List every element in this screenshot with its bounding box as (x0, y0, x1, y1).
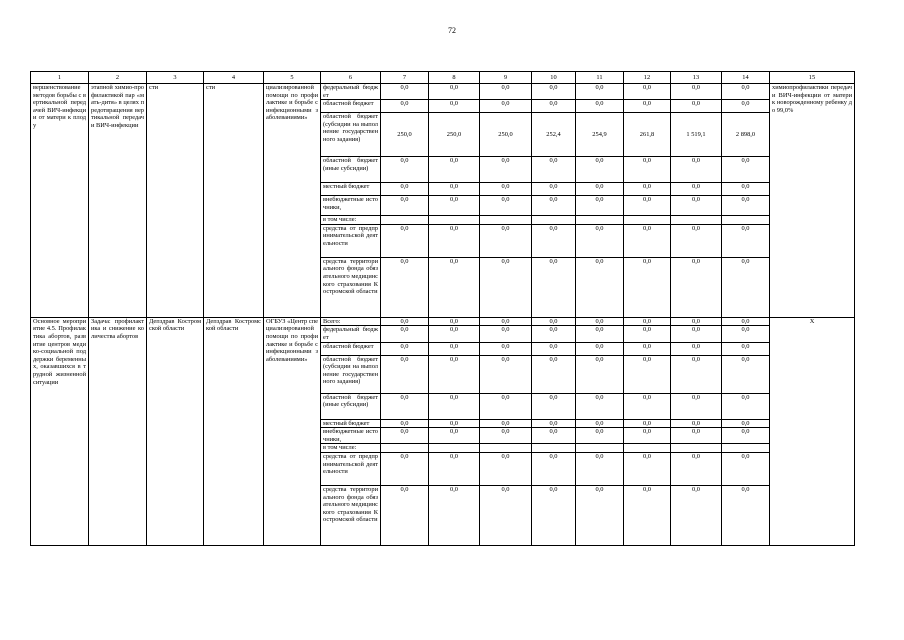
funding-source-cell: в том числе: (321, 216, 381, 225)
value-cell (671, 444, 722, 453)
description-cell-col4: Депздрав Костромской области (204, 317, 264, 545)
value-cell: 0,0 (381, 342, 429, 355)
value-cell: 0,0 (671, 419, 722, 428)
value-cell: 0,0 (576, 342, 624, 355)
value-cell: 0,0 (722, 224, 770, 257)
description-cell-col3: сти (147, 84, 204, 318)
value-cell: 0,0 (671, 355, 722, 393)
funding-source-cell: средства от предпринимательской деятельности (321, 452, 381, 485)
value-cell: 0,0 (671, 224, 722, 257)
value-cell: 0,0 (429, 183, 480, 196)
value-cell: 0,0 (381, 393, 429, 419)
value-cell: 0,0 (429, 84, 480, 100)
value-cell: 0,0 (722, 196, 770, 216)
value-cell: 0,0 (624, 196, 671, 216)
description-cell-col1: вершенствование методов борьбы с вертикальной передачей ВИЧ-инфекции от матери к плоду (31, 84, 89, 318)
value-cell: 0,0 (576, 326, 624, 342)
value-cell: 0,0 (429, 196, 480, 216)
value-cell: 0,0 (624, 257, 671, 317)
value-cell: 0,0 (576, 157, 624, 183)
value-cell (532, 444, 576, 453)
value-cell: 0,0 (576, 224, 624, 257)
value-cell: 0,0 (381, 157, 429, 183)
value-cell: 0,0 (671, 428, 722, 444)
description-cell-col5: ОГБУЗ «Центр специализированной помощи по профилактике и борьбе с инфекционными заболеваниями» (264, 317, 321, 545)
value-cell: 0,0 (429, 355, 480, 393)
value-cell: 0,0 (624, 224, 671, 257)
funding-source-cell: Всего: (321, 317, 381, 326)
value-cell: 0,0 (532, 257, 576, 317)
value-cell: 0,0 (480, 257, 532, 317)
funding-source-cell: внебюджетные источники, (321, 196, 381, 216)
value-cell: 0,0 (671, 317, 722, 326)
value-cell: 0,0 (381, 100, 429, 113)
value-cell: 0,0 (671, 196, 722, 216)
value-cell: 0,0 (722, 257, 770, 317)
value-cell: 2 898,0 (722, 113, 770, 157)
value-cell: 0,0 (624, 393, 671, 419)
value-cell: 0,0 (576, 84, 624, 100)
value-cell: 0,0 (532, 317, 576, 326)
funding-source-cell: местный бюджет (321, 183, 381, 196)
value-cell: 0,0 (624, 342, 671, 355)
funding-source-cell: областной бюджет (иные субсидии) (321, 393, 381, 419)
value-cell: 0,0 (429, 393, 480, 419)
column-header: 5 (264, 72, 321, 84)
funding-source-cell: внебюджетные источники, (321, 428, 381, 444)
description-cell-col3: Депздрав Костромской области (147, 317, 204, 545)
column-header: 6 (321, 72, 381, 84)
column-header: 7 (381, 72, 429, 84)
value-cell: 0,0 (671, 257, 722, 317)
funding-source-cell: областной бюджет (иные субсидии) (321, 157, 381, 183)
funding-source-cell: областной бюджет (субсидии на выполнение государственного задания) (321, 355, 381, 393)
column-header: 15 (770, 72, 855, 84)
column-header: 1 (31, 72, 89, 84)
description-cell-col1: Основное мероприятие 4.5. Профилактика абортов, развитие центров медико-социальной поддержки беременных, оказавшихся в трудной жизненной ситуации (31, 317, 89, 545)
value-cell (429, 216, 480, 225)
value-cell: 0,0 (722, 100, 770, 113)
value-cell: 0,0 (532, 485, 576, 545)
value-cell: 0,0 (576, 452, 624, 485)
value-cell: 0,0 (671, 183, 722, 196)
value-cell: 0,0 (722, 428, 770, 444)
value-cell: 0,0 (671, 393, 722, 419)
value-cell: 0,0 (429, 428, 480, 444)
table-row (31, 317, 855, 326)
column-header: 3 (147, 72, 204, 84)
value-cell: 0,0 (671, 485, 722, 545)
column-header: 11 (576, 72, 624, 84)
value-cell: 0,0 (381, 257, 429, 317)
value-cell: 0,0 (671, 100, 722, 113)
column-header: 2 (89, 72, 147, 84)
value-cell: 0,0 (480, 452, 532, 485)
value-cell: 0,0 (429, 157, 480, 183)
value-cell: 0,0 (576, 485, 624, 545)
funding-source-cell: федеральный бюджет (321, 326, 381, 342)
value-cell: 0,0 (480, 224, 532, 257)
value-cell: 0,0 (381, 485, 429, 545)
value-cell: 0,0 (624, 485, 671, 545)
column-header: 9 (480, 72, 532, 84)
value-cell: 0,0 (722, 393, 770, 419)
value-cell (671, 216, 722, 225)
value-cell: 0,0 (722, 355, 770, 393)
value-cell: 0,0 (624, 100, 671, 113)
description-cell-col5: циализированной помощи по профилактике и борьбе с инфекционными заболеваниями» (264, 84, 321, 318)
funding-source-cell: средства от предпринимательской деятельности (321, 224, 381, 257)
value-cell: 0,0 (480, 317, 532, 326)
value-cell: 0,0 (624, 428, 671, 444)
column-header: 10 (532, 72, 576, 84)
value-cell (480, 216, 532, 225)
description-cell-col2: этапной химио-профилактикой пар «мать-дитя» в целях предотвращения вертикальной передачи ВИЧ-инфекции (89, 84, 147, 318)
value-cell: 0,0 (480, 196, 532, 216)
value-cell: 0,0 (722, 485, 770, 545)
value-cell: 0,0 (480, 355, 532, 393)
value-cell: 0,0 (532, 196, 576, 216)
value-cell: 0,0 (429, 317, 480, 326)
value-cell: 0,0 (480, 157, 532, 183)
value-cell: 0,0 (480, 84, 532, 100)
value-cell: 0,0 (671, 342, 722, 355)
funding-source-cell: областной бюджет (321, 100, 381, 113)
value-cell: 0,0 (671, 326, 722, 342)
value-cell: 0,0 (576, 257, 624, 317)
value-cell: 0,0 (671, 84, 722, 100)
value-cell: 0,0 (429, 485, 480, 545)
value-cell: 0,0 (624, 452, 671, 485)
value-cell: 0,0 (624, 84, 671, 100)
value-cell: 0,0 (429, 452, 480, 485)
funding-source-cell: в том числе: (321, 444, 381, 453)
value-cell: 261,8 (624, 113, 671, 157)
value-cell: 0,0 (381, 84, 429, 100)
funding-source-cell: средства территориального фонда обязательного медицинского страхования Костромской области (321, 485, 381, 545)
value-cell: 0,0 (429, 419, 480, 428)
budget-table (30, 71, 855, 546)
page-number: 72 (448, 26, 456, 35)
value-cell: 0,0 (722, 183, 770, 196)
value-cell: 0,0 (576, 100, 624, 113)
value-cell: 250,0 (480, 113, 532, 157)
value-cell: 0,0 (381, 355, 429, 393)
value-cell: 0,0 (671, 452, 722, 485)
value-cell: 0,0 (624, 157, 671, 183)
value-cell: 0,0 (381, 196, 429, 216)
value-cell: 0,0 (429, 342, 480, 355)
value-cell: 0,0 (576, 419, 624, 428)
value-cell: 0,0 (671, 157, 722, 183)
column-header: 4 (204, 72, 264, 84)
value-cell: 0,0 (480, 342, 532, 355)
value-cell: 0,0 (532, 157, 576, 183)
value-cell: 0,0 (722, 419, 770, 428)
value-cell: 0,0 (722, 452, 770, 485)
value-cell: 0,0 (381, 183, 429, 196)
value-cell: 0,0 (429, 257, 480, 317)
value-cell: 0,0 (532, 224, 576, 257)
description-cell-col4: сти (204, 84, 264, 318)
value-cell: 0,0 (480, 428, 532, 444)
column-header: 13 (671, 72, 722, 84)
value-cell: 0,0 (381, 419, 429, 428)
value-cell: 0,0 (532, 428, 576, 444)
value-cell: 0,0 (381, 317, 429, 326)
value-cell: 0,0 (480, 326, 532, 342)
value-cell (624, 216, 671, 225)
table-row (31, 84, 855, 100)
value-cell: 0,0 (381, 452, 429, 485)
funding-source-cell: федеральный бюджет (321, 84, 381, 100)
value-cell (722, 444, 770, 453)
value-cell (480, 444, 532, 453)
value-cell (624, 444, 671, 453)
value-cell: 0,0 (624, 419, 671, 428)
value-cell: 0,0 (624, 326, 671, 342)
value-cell: 0,0 (429, 224, 480, 257)
value-cell (576, 216, 624, 225)
column-header: 12 (624, 72, 671, 84)
value-cell: 0,0 (722, 326, 770, 342)
value-cell (429, 444, 480, 453)
value-cell: 0,0 (532, 183, 576, 196)
funding-source-cell: местный бюджет (321, 419, 381, 428)
value-cell: 0,0 (624, 183, 671, 196)
value-cell: 0,0 (532, 393, 576, 419)
value-cell: 0,0 (532, 452, 576, 485)
value-cell: 0,0 (532, 100, 576, 113)
value-cell: 0,0 (532, 84, 576, 100)
value-cell: 252,4 (532, 113, 576, 157)
value-cell (532, 216, 576, 225)
value-cell: 0,0 (480, 100, 532, 113)
value-cell: 0,0 (429, 100, 480, 113)
value-cell: 0,0 (480, 485, 532, 545)
value-cell: 0,0 (429, 326, 480, 342)
value-cell: 0,0 (624, 355, 671, 393)
value-cell (576, 444, 624, 453)
value-cell: 250,0 (381, 113, 429, 157)
description-cell-col2: Задача: профилактика и снижение количества абортов (89, 317, 147, 545)
value-cell: 0,0 (381, 326, 429, 342)
value-cell: 0,0 (576, 355, 624, 393)
value-cell: 0,0 (722, 157, 770, 183)
value-cell (381, 444, 429, 453)
value-cell: 0,0 (480, 393, 532, 419)
header-row (31, 72, 855, 84)
value-cell: 0,0 (576, 393, 624, 419)
funding-source-cell: областной бюджет (субсидии на выполнение государственного задания) (321, 113, 381, 157)
column-header: 14 (722, 72, 770, 84)
value-cell: 0,0 (480, 183, 532, 196)
value-cell: 0,0 (532, 419, 576, 428)
value-cell: 0,0 (480, 419, 532, 428)
result-cell: X (770, 317, 855, 545)
value-cell: 250,0 (429, 113, 480, 157)
value-cell: 0,0 (532, 355, 576, 393)
result-cell: химиопрофилактики передачи ВИЧ-инфекции от матери к новорожденному ребенку до 99,0% (770, 84, 855, 318)
value-cell: 0,0 (722, 317, 770, 326)
funding-source-cell: средства территориального фонда обязательного медицинского страхования Костромской области (321, 257, 381, 317)
value-cell: 1 519,1 (671, 113, 722, 157)
value-cell: 0,0 (624, 317, 671, 326)
value-cell: 0,0 (381, 224, 429, 257)
value-cell: 0,0 (722, 84, 770, 100)
value-cell: 0,0 (576, 183, 624, 196)
value-cell: 0,0 (532, 326, 576, 342)
value-cell: 0,0 (576, 317, 624, 326)
value-cell: 0,0 (576, 428, 624, 444)
value-cell (722, 216, 770, 225)
value-cell (381, 216, 429, 225)
column-header: 8 (429, 72, 480, 84)
value-cell: 0,0 (381, 428, 429, 444)
value-cell: 0,0 (532, 342, 576, 355)
funding-source-cell: областной бюджет (321, 342, 381, 355)
value-cell: 0,0 (722, 342, 770, 355)
value-cell: 0,0 (576, 196, 624, 216)
value-cell: 254,9 (576, 113, 624, 157)
